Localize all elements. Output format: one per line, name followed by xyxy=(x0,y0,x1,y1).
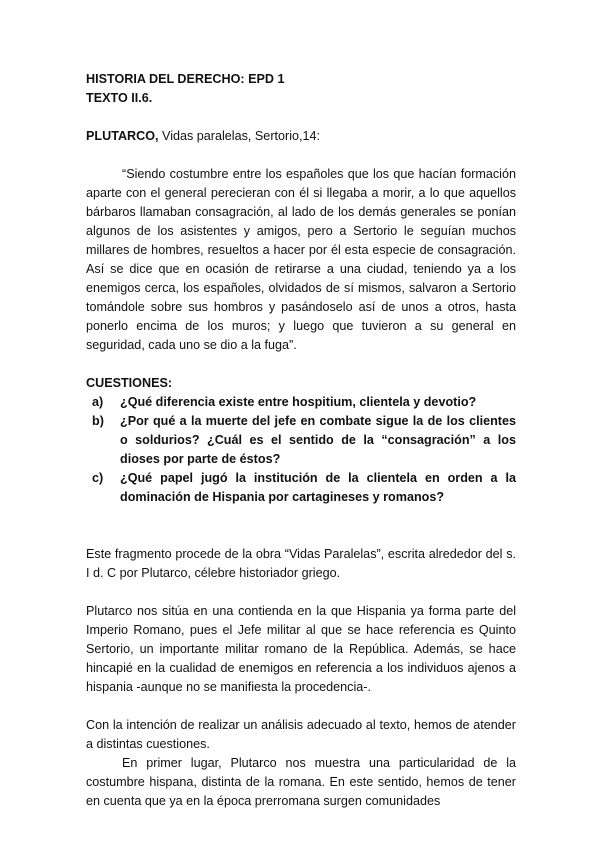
question-item xyxy=(92,469,516,507)
document-header-text-id: TEXTO II.6. xyxy=(86,91,153,105)
questions-list xyxy=(86,393,516,507)
question-text: ¿Por qué a la muerte del jefe en combate sigue la de los clientes o soldurios? ¿Cuál es el sentido de la “consagración” a los dioses por parte de éstos? xyxy=(120,414,516,466)
answer-paragraph-3: Con la intención de realizar un análisis adecuado al texto, hemos de atender a distintas cuestiones. xyxy=(86,718,516,751)
question-item xyxy=(92,393,516,412)
answer-paragraph-4: En primer lugar, Plutarco nos muestra una particularidad de la costumbre hispana, distinta de la romana. En este sentido, hemos de tener en cuenta que ya en la época prerromana surgen comunidades xyxy=(86,756,516,808)
citation xyxy=(86,127,516,146)
document-header-course: HISTORIA DEL DERECHO: EPD 1 xyxy=(86,72,285,86)
questions-title: CUESTIONES: xyxy=(86,376,173,390)
question-text: ¿Qué diferencia existe entre hospitium, clientela y devotio? xyxy=(120,395,477,409)
question-marker: a) xyxy=(92,395,104,409)
question-marker: c) xyxy=(92,471,104,485)
source-quote: “Siendo costumbre entre los españoles que los que hacían formación aparte con el general perecieran con él si llegaba a morir, a lo que aquellos bárbaros llamaban consagración, al lado de los demás generales se ponían algunos de los asistentes y amigos, pero a Sertorio le seguían muchos millares de hombres, resueltos a hacer por él esta especie de consagración. Así se dice que en ocasión de retirarse a una ciudad, teniendo ya a los enemigos cerca, los españoles, olvidados de sí mismos, salvaron a Sertorio tomándole sobre sus hombros y pasándoselo así de unos a otros, hasta ponerlo encima de los muros; y luego que tuvieron a su general en seguridad, cada uno se dio a la fuga”. xyxy=(86,167,516,352)
answer-paragraph-2: Plutarco nos sitúa en una contienda en la que Hispania ya forma parte del Imperio Romano, pues el Jefe militar al que se hace referencia es Quinto Sertorio, un importante militar romano de la República. Además, se hace hincapié en la cualidad de enemigos en referencia a los individuos ajenos a hispania -aunque no se manifiesta la procedencia-. xyxy=(86,604,516,694)
question-item xyxy=(92,412,516,469)
citation-author: PLUTARCO, xyxy=(86,129,159,143)
question-text: ¿Qué papel jugó la institución de la clientela en orden a la dominación de Hispania por cartagineses y romanos? xyxy=(120,471,516,504)
question-marker: b) xyxy=(92,414,104,428)
citation-work: Vidas paralelas, Sertorio,14: xyxy=(158,129,321,143)
document-page xyxy=(86,70,516,811)
answer-paragraph-1: Este fragmento procede de la obra “Vidas Paralelas”, escrita alrededor del s. I d. C por Plutarco, célebre historiador griego. xyxy=(86,547,516,580)
